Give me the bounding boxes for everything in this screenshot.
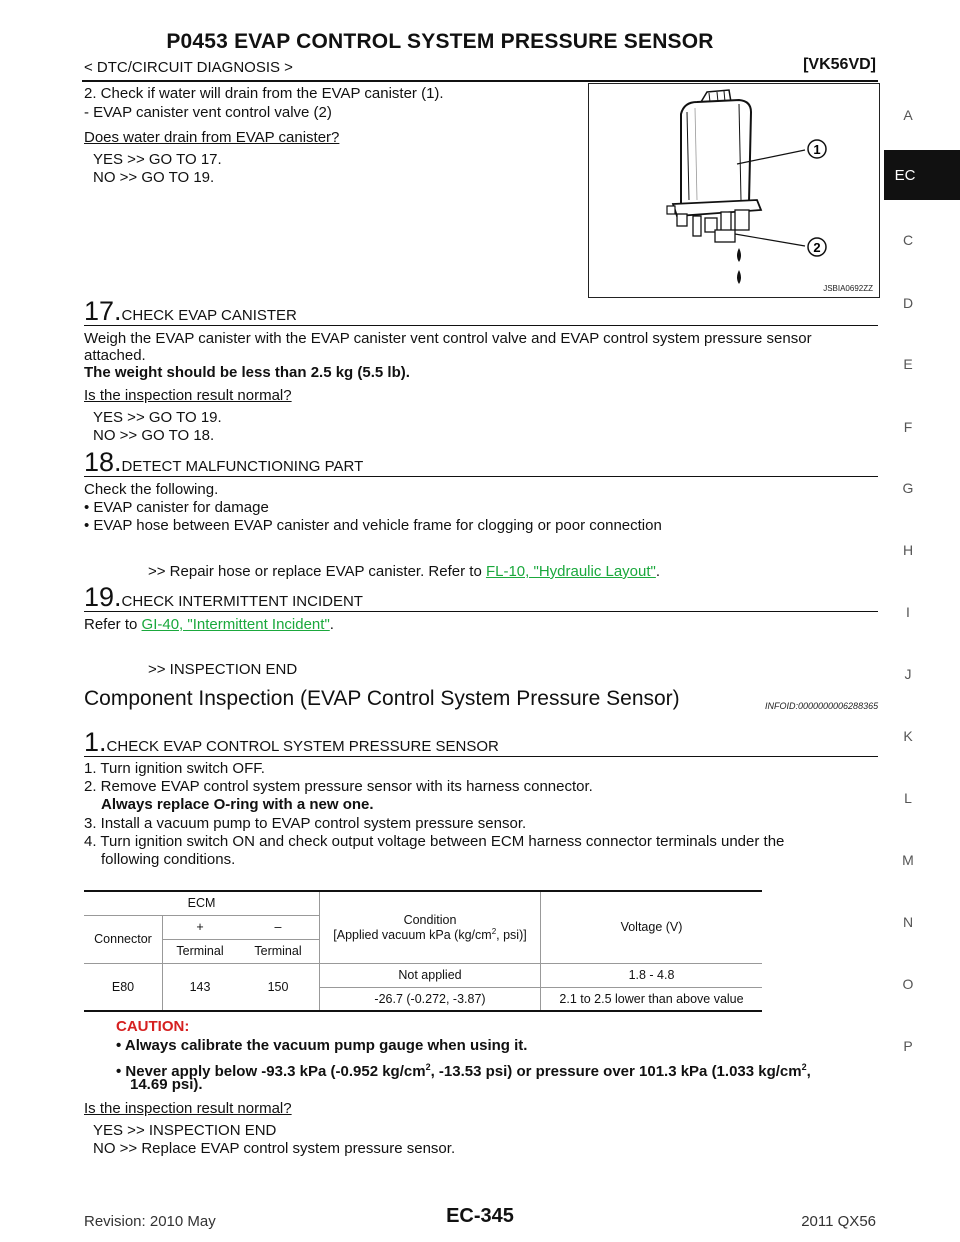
table-cell-terminal-minus: 150 (237, 963, 320, 1011)
intro-question: Does water drain from EVAP canister? (84, 129, 340, 146)
side-index-ec-tab[interactable]: EC (884, 150, 960, 200)
page-number: EC-345 (446, 1205, 514, 1227)
evap-canister-illustration (589, 84, 879, 297)
side-index-f[interactable]: F (903, 419, 913, 435)
step-18-bullet-1: • EVAP canister for damage (84, 499, 269, 516)
footer-revision: Revision: 2010 May (84, 1213, 216, 1230)
step-1-sub-4: 4. Turn ignition switch ON and check output voltage between ECM harness connector terminals under the (84, 833, 785, 850)
side-index-n[interactable]: N (902, 914, 914, 930)
result-no: NO >> Replace EVAP control system pressure sensor. (93, 1140, 456, 1157)
side-index-d[interactable]: D (902, 295, 914, 311)
intro-yes: YES >> GO TO 17. (93, 151, 222, 168)
side-index-m[interactable]: M (902, 852, 914, 868)
table-cell-voltage-1: 1.8 - 4.8 (541, 963, 763, 987)
step-17-no: NO >> GO TO 18. (93, 427, 215, 444)
side-index-c[interactable]: C (902, 232, 914, 248)
step-17-number: 17. (84, 296, 122, 326)
evap-canister-figure (588, 83, 880, 298)
footer-model-year: 2011 QX56 (801, 1213, 876, 1230)
step-19-end: >> INSPECTION END (148, 661, 298, 678)
table-header-terminal-minus: Terminal (237, 939, 320, 963)
result-question: Is the inspection result normal? (84, 1100, 292, 1117)
step-1-sub-1: 1. Turn ignition switch OFF. (84, 760, 265, 777)
caution-label: CAUTION: (116, 1018, 190, 1035)
side-index-i[interactable]: I (906, 604, 910, 620)
page-title: P0453 EVAP CONTROL SYSTEM PRESSURE SENSOR (166, 30, 714, 53)
side-index-h[interactable]: H (902, 542, 914, 558)
step-18-intro: Check the following. (84, 481, 219, 498)
step-18-action: >> Repair hose or replace EVAP canister. Refer to FL-10, "Hydraulic Layout". (148, 563, 661, 580)
step-1-sub-2-note: Always replace O-ring with a new one. (101, 796, 374, 813)
result-yes: YES >> INSPECTION END (93, 1122, 277, 1139)
side-index-e[interactable]: E (903, 356, 913, 372)
step-17-text: Weigh the EVAP canister with the EVAP canister vent control valve and EVAP control system pressure sensor (84, 330, 812, 347)
step-17-question: Is the inspection result normal? (84, 387, 292, 404)
table-header-minus: – (237, 915, 320, 939)
component-heading: Component Inspection (EVAP Control System Pressure Sensor) (84, 687, 680, 710)
table-cell-condition-1: Not applied (320, 963, 541, 987)
table-header-ecm: ECM (84, 891, 320, 915)
side-index-g[interactable]: G (902, 480, 914, 496)
step-18-number: 18. (84, 447, 122, 477)
intro-no: NO >> GO TO 19. (93, 169, 215, 186)
step-18-title: DETECT MALFUNCTIONING PART (121, 458, 364, 475)
side-index-a[interactable]: A (903, 107, 913, 123)
side-index-j[interactable]: J (904, 666, 912, 682)
step-18-bullet-2: • EVAP hose between EVAP canister and vehicle frame for clogging or poor connection (84, 517, 662, 534)
table-header-plus: + (163, 915, 238, 939)
step-17-heading (84, 297, 878, 326)
step-1-sub-3: 3. Install a vacuum pump to EVAP control system pressure sensor. (84, 815, 527, 832)
step-17-text-cont: attached. (84, 347, 146, 364)
step-17-title: CHECK EVAP CANISTER (121, 307, 297, 324)
step-1-number: 1. (84, 727, 107, 757)
fl-10-link[interactable]: FL-10, "Hydraulic Layout" (485, 563, 656, 580)
step-17-yes: YES >> GO TO 19. (93, 409, 222, 426)
table-cell-connector: E80 (84, 963, 163, 1011)
table-cell-terminal-plus: 143 (163, 963, 238, 1011)
step-1-sub-4-cont: following conditions. (101, 851, 236, 868)
side-index-o[interactable]: O (902, 976, 914, 992)
caution-bullet-1: • Always calibrate the vacuum pump gauge when using it. (116, 1037, 528, 1054)
voltage-spec-table (84, 890, 762, 1012)
engine-model: [VK56VD] (803, 56, 876, 73)
intro-step-2: 2. Check if water will drain from the EVAP canister (1). (84, 85, 444, 102)
step-19-heading (84, 583, 878, 612)
callout-1: 1 (813, 142, 821, 157)
step-1-heading (84, 728, 878, 757)
table-header-voltage: Voltage (V) (541, 891, 763, 963)
step-1-sub-2: 2. Remove EVAP control system pressure sensor with its harness connector. (84, 778, 593, 795)
step-19-ref: Refer to GI-40, "Intermittent Incident". (84, 616, 334, 633)
step-17-spec: The weight should be less than 2.5 kg (5.5 lb). (84, 364, 410, 381)
side-index-l[interactable]: L (904, 790, 912, 806)
table-header-condition: Condition [Applied vacuum kPa ($kg/cm^2$, psi)] (320, 891, 541, 963)
side-index-p[interactable]: P (903, 1038, 913, 1054)
intro-vent-valve: - EVAP canister vent control valve (2) (84, 104, 332, 121)
section-label: < DTC/CIRCUIT DIAGNOSIS > (84, 59, 293, 76)
table-header-terminal-plus: Terminal (163, 939, 238, 963)
caution-bullet-2: • Never apply below -93.3 kPa (-0.952 $kg/cm^2$, -13.53 psi) or pressure over 101.3 kPa (1.033 $kg/cm^2$, (116, 1062, 811, 1080)
header-rule (82, 80, 878, 82)
table-header-connector: Connector (84, 915, 163, 963)
figure-code: JSBIA0692ZZ (823, 284, 873, 293)
table-cell-condition-2: -26.7 (-0.272, -3.87) (320, 987, 541, 1011)
infoid: INFOID:0000000006288365 (765, 701, 879, 711)
side-index-k[interactable]: K (903, 728, 913, 744)
table-cell-voltage-2: 2.1 to 2.5 lower than above value (541, 987, 763, 1011)
callout-2: 2 (813, 240, 821, 255)
step-19-number: 19. (84, 582, 122, 612)
caution-bullet-2-cont: 14.69 psi). (130, 1076, 203, 1093)
gi-40-link[interactable]: GI-40, "Intermittent Incident" (141, 616, 330, 633)
step-19-title: CHECK INTERMITTENT INCIDENT (121, 593, 363, 610)
step-1-title: CHECK EVAP CONTROL SYSTEM PRESSURE SENSOR (106, 738, 499, 755)
step-18-heading (84, 448, 878, 477)
